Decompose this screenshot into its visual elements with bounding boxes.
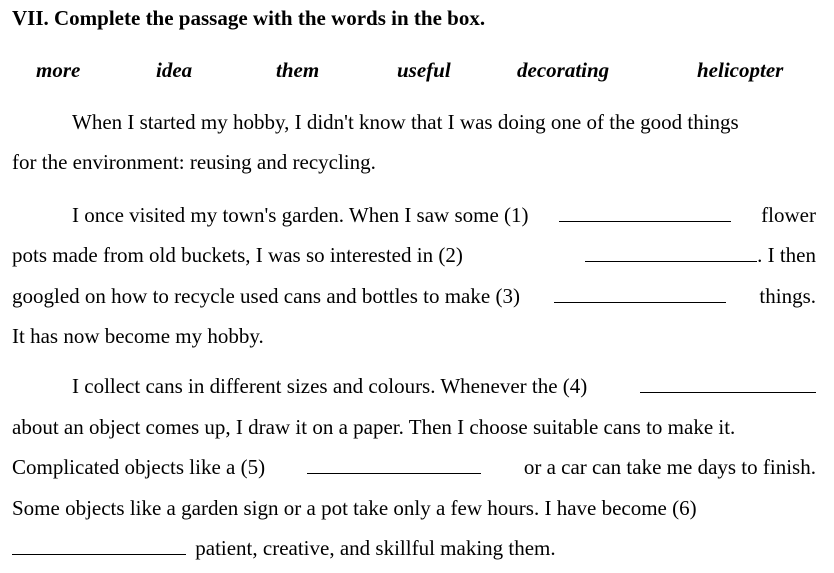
passage-line [12, 536, 816, 560]
answer-blank-3[interactable] [554, 284, 726, 303]
passage-text: patient, creative, and skillful making them. [195, 536, 556, 560]
passage-text: Complicated objects like a (5) [12, 455, 266, 479]
answer-blank-2[interactable] [585, 243, 757, 262]
passage-text: for the environment: reusing and recycling. [12, 150, 376, 174]
passage-line [12, 203, 816, 227]
answer-blank-5[interactable] [307, 455, 481, 474]
passage-text: about an object comes up, I draw it on a paper. Then I choose suitable cans to make it. [12, 415, 736, 439]
passage-text: googled on how to recycle used cans and bottles to make (3) [12, 284, 520, 308]
answer-blank-4[interactable] [640, 374, 816, 393]
word-box-item: decorating [517, 58, 610, 82]
exercise-title: VII. Complete the passage with the words in the box. [12, 6, 486, 30]
passage-text: flower [761, 203, 816, 227]
passage-line [12, 374, 816, 398]
passage-text: I once visited my town's garden. When I saw some (1) [72, 203, 529, 227]
word-box-item: useful [397, 58, 451, 82]
passage-text: It has now become my hobby. [12, 324, 264, 348]
word-box-item: more [36, 58, 81, 82]
passage-text: pots made from old buckets, I was so interested in (2) [12, 243, 463, 267]
word-box-item: them [276, 58, 320, 82]
passage-text: . I then [757, 243, 816, 267]
word-box-item: helicopter [697, 58, 784, 82]
passage-line [12, 415, 816, 439]
answer-blank-6[interactable] [12, 536, 186, 555]
passage-line [12, 243, 816, 267]
passage-text: things. [759, 284, 816, 308]
word-box [0, 58, 834, 84]
passage-line [12, 455, 816, 479]
passage-line [12, 110, 816, 134]
passage-line [12, 324, 816, 348]
answer-blank-1[interactable] [559, 203, 731, 222]
passage-line [12, 496, 816, 520]
passage-line [12, 150, 816, 174]
word-box-item: idea [156, 58, 193, 82]
passage-text: I collect cans in different sizes and colours. Whenever the (4) [72, 374, 588, 398]
passage-text: or a car can take me days to finish. [523, 455, 816, 479]
passage-text: When I started my hobby, I didn't know that I was doing one of the good things [72, 110, 739, 134]
passage-text: Some objects like a garden sign or a pot take only a few hours. I have become (6) [12, 496, 697, 520]
passage-line [12, 284, 816, 308]
